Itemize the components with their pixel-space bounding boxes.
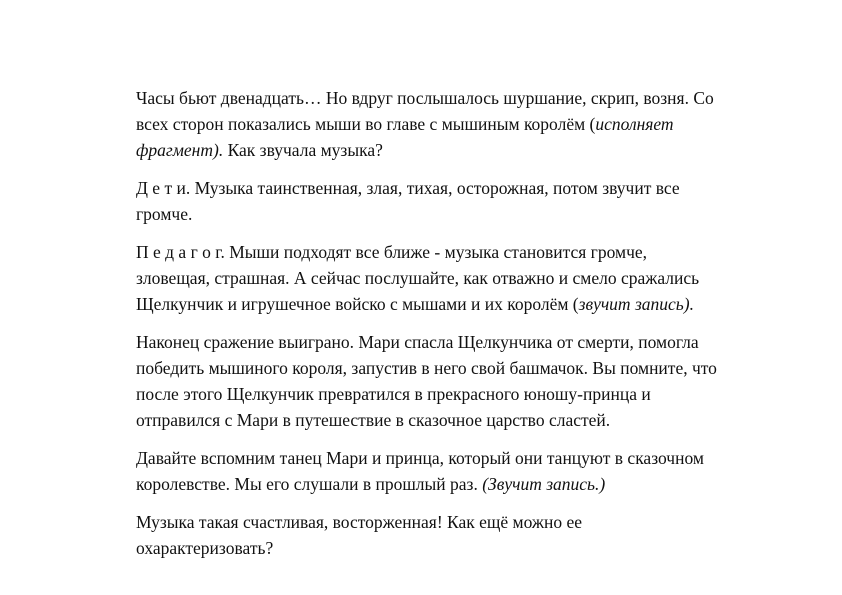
text-line: Часы бьют двенадцать… Но вдруг послышалось шуршание, скрип, возня. Со [136,88,714,108]
paragraph-4 [136,329,736,433]
text-run: Щелкунчик и игрушечное войско с мышами и их королём ( [136,294,579,314]
text-run: всех сторон показались мыши во главе с мышиным королём ( [136,114,596,134]
text-line: Давайте вспомним танец Мари и принца, который они танцуют в сказочном [136,448,704,468]
text-line: П е д а г о г. Мыши подходят все ближе - музыка становится громче, [136,242,648,262]
italic-remark: (Звучит запись.) [482,474,606,494]
document-text [136,85,736,573]
text-line: после этого Щелкунчик превратился в прекрасного юношу-принца и [136,384,651,404]
text-line: отправился с Мари в путешествие в сказочное царство сластей. [136,410,611,430]
italic-remark: фрагмент). [136,140,224,160]
text-line [136,471,736,497]
text-run: королевстве. Мы его слушали в прошлый раз. [136,474,483,494]
text-line: Д е т и. Музыка таинственная, злая, тихая, осторожная, потом звучит все [136,178,680,198]
text-line: победить мышиного короля, запустив в него свой башмачок. Вы помните, что [136,358,717,378]
paragraph-2 [136,175,736,227]
paragraph-5 [136,445,736,497]
paragraph-1 [136,85,736,163]
paragraph-3 [136,239,736,317]
text-line [136,137,736,163]
text-line: Музыка такая счастливая, восторженная! Как ещё можно ее [136,512,583,532]
text-line: громче. [136,204,193,224]
text-line [136,111,736,137]
italic-remark: исполняет [595,114,674,134]
paragraph-6 [136,509,736,561]
text-line: Наконец сражение выиграно. Мари спасла Щелкунчика от смерти, помогла [136,332,699,352]
text-line [136,291,736,317]
text-line: зловещая, страшная. А сейчас послушайте, как отважно и смело сражались [136,268,700,288]
text-line: охарактеризовать? [136,538,274,558]
italic-remark: звучит запись). [578,294,694,314]
text-run: Как звучала музыка? [223,140,383,160]
